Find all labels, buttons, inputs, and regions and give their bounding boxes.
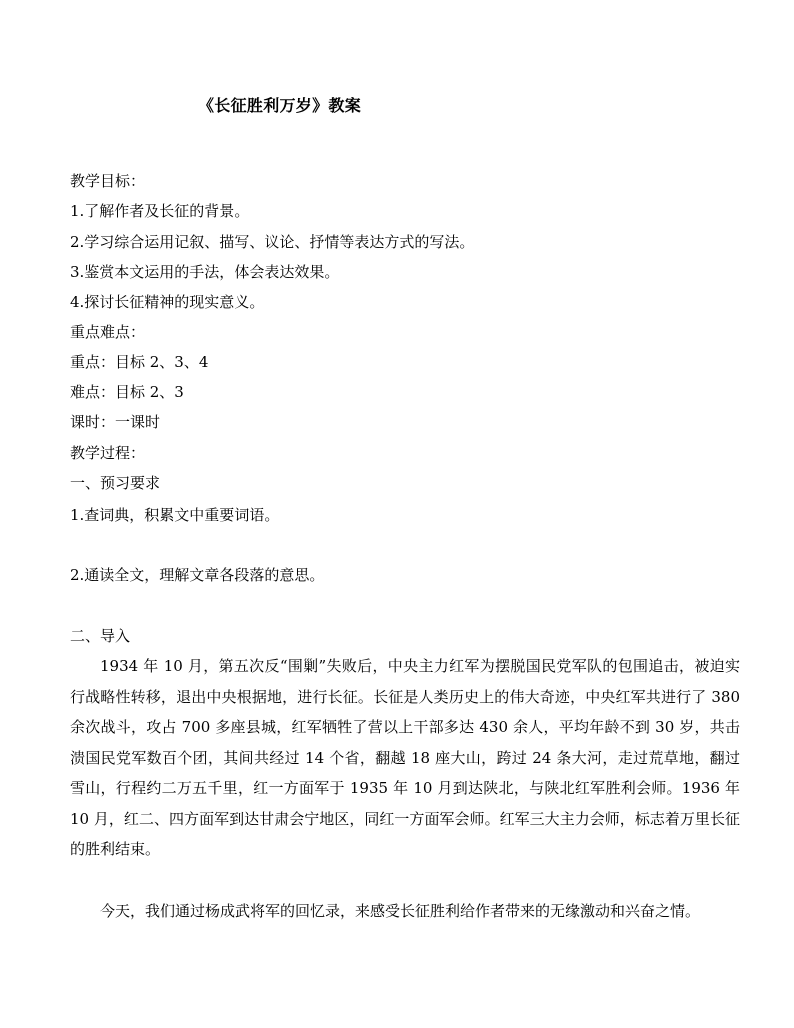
difficult-point-line: 难点：目标 2、3	[70, 383, 184, 401]
intro-paragraph: 1934 年 10 月，第五次反“围剿”失败后，中央主力红军为摆脱国民党军队的包围追击，被迫实行战略性转移，退出中央根据地，进行长征。长征是人类历史上的伟大奇迹，中央红军共进行了 380 余次战斗，攻占 700 多座县城，红军牺牲了营以上干部多达 430 余人，平均年龄不到 30 岁，共击溃国民党军数百个团，其间共经过 14 个省，翻越 18 座大山，跨过 24 条大河，走过荒草地，翻过雪山，行程约二万五千里，红一方面军于 1935 年 10 月到达陕北，与陕北红军胜利会师。1936 年 10 月，红二、四方面军到达甘肃会宁地区，同红一方面军会师。红军三大主力会师，标志着万里长征的胜利结束。	[70, 657, 740, 858]
class-hours-line: 课时：一课时	[70, 413, 161, 431]
closing-paragraph: 今天，我们通过杨成武将军的回忆录，来感受长征胜利给作者带来的无缘激动和兴奋之情。	[100, 902, 701, 920]
section-heading-teaching-goals: 教学目标：	[70, 172, 146, 190]
section-heading-teaching-process: 教学过程：	[70, 444, 146, 462]
subheading-introduction: 二、导入	[70, 627, 131, 645]
preview-item-2: 2.通读全文，理解文章各段落的意思。	[70, 566, 325, 584]
document-title: 《长征胜利万岁》教案	[198, 96, 362, 115]
goal-item-3: 3.鉴赏本文运用的手法，体会表达效果。	[70, 263, 340, 281]
subheading-preview-requirements: 一、预习要求	[70, 474, 161, 492]
preview-item-1: 1.查词典，积累文中重要词语。	[70, 506, 280, 524]
goal-item-4: 4.探讨长征精神的现实意义。	[70, 293, 265, 311]
key-point-line: 重点：目标 2、3、4	[70, 353, 209, 371]
section-heading-key-points: 重点难点：	[70, 323, 146, 341]
goal-item-1: 1.了解作者及长征的背景。	[70, 202, 250, 220]
goal-item-2: 2.学习综合运用记叙、描写、议论、抒情等表达方式的写法。	[70, 233, 475, 251]
